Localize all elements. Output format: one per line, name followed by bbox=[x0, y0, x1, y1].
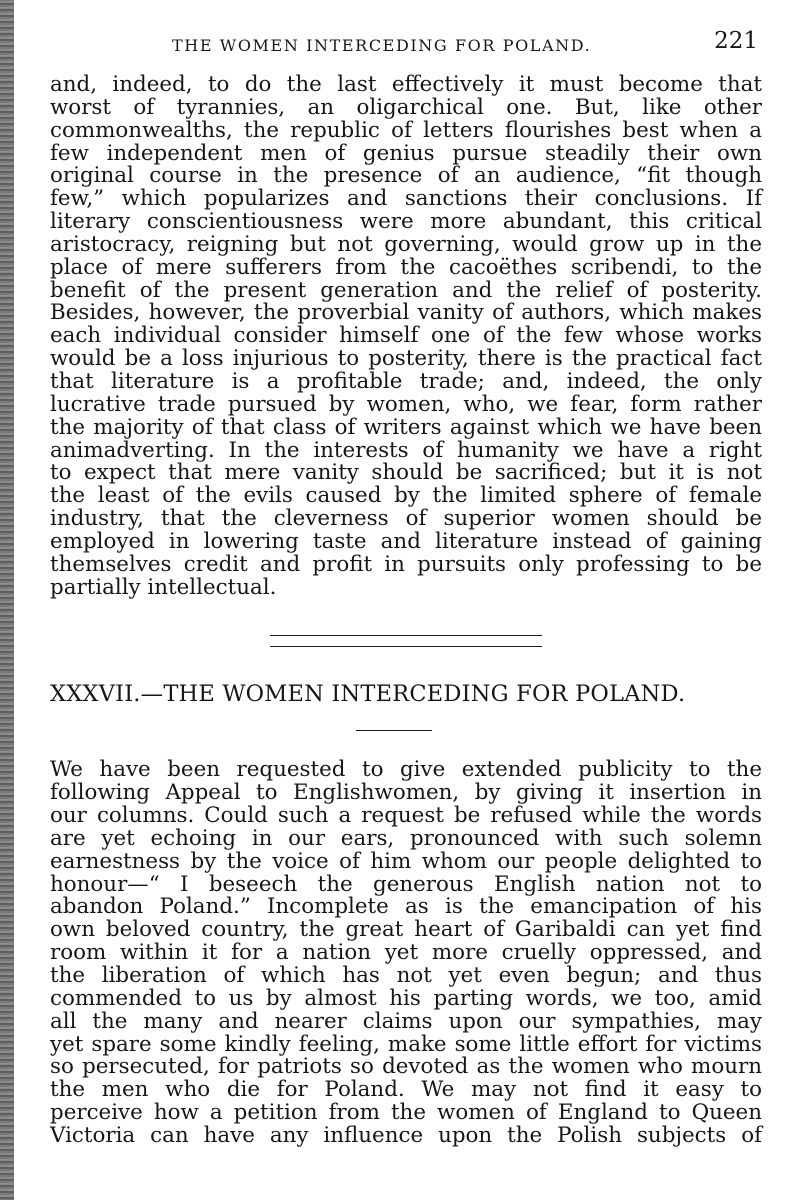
text-line: We have been requested to give extended publicity to the bbox=[50, 757, 762, 783]
text-line: that literature is a profitable trade; and, indeed, the only bbox=[50, 368, 762, 394]
heading-underline-rule bbox=[356, 730, 432, 731]
running-head bbox=[50, 28, 762, 64]
text-line: each individual consider himself one of the few whose works bbox=[50, 323, 762, 349]
text-line: the least of the evils caused by the limited sphere of female bbox=[50, 483, 762, 509]
text-line: yet spare some kindly feeling, make some little effort for victims bbox=[50, 1031, 762, 1057]
text-line: worst of tyrannies, an oligarchical one. But, like other bbox=[50, 94, 762, 120]
section-divider-double-rule bbox=[270, 635, 542, 647]
text-line: few,” which popularizes and sanctions their conclusions. If bbox=[50, 186, 762, 212]
paragraph-appeal bbox=[50, 759, 762, 1147]
text-line: Besides, however, the proverbial vanity of authors, which makes bbox=[50, 300, 762, 326]
text-line: would be a loss injurious to posterity, there is the practical fact bbox=[50, 346, 762, 372]
text-line: honour—“ I beseech the generous English nation not to bbox=[50, 871, 762, 897]
book-page bbox=[50, 28, 762, 1148]
text-line: perceive how a petition from the women of England to Queen bbox=[50, 1100, 762, 1126]
text-line: so persecuted, for patriots so devoted as the women who mourn bbox=[50, 1054, 762, 1080]
page-number: 221 bbox=[714, 28, 758, 54]
text-line: aristocracy, reigning but not governing, would grow up in the bbox=[50, 231, 762, 257]
text-line: Victoria can have any influence upon the Polish subjects of bbox=[50, 1122, 762, 1148]
text-line: commonwealths, the republic of letters flourishes best when a bbox=[50, 117, 762, 143]
text-line: few independent men of genius pursue steadily their own bbox=[50, 140, 762, 166]
text-line: and, indeed, to do the last effectively it must become that bbox=[50, 72, 762, 97]
page-binding-edge bbox=[0, 0, 14, 1200]
text-line: to expect that mere vanity should be sacrificed; but it is not bbox=[50, 460, 762, 486]
running-head-title: THE WOMEN INTERCEDING FOR POLAND. bbox=[172, 36, 592, 55]
text-line: room within it for a nation yet more cruelly oppressed, and bbox=[50, 940, 762, 966]
text-line: the men who die for Poland. We may not find it easy to bbox=[50, 1077, 762, 1103]
text-line: earnestness by the voice of him whom our people delighted to bbox=[50, 848, 762, 874]
text-line: benefit of the present generation and the relief of posterity. bbox=[50, 277, 762, 303]
text-line: all the many and nearer claims upon our sympathies, may bbox=[50, 1008, 762, 1034]
text-line: literary conscientiousness were more abundant, this critical bbox=[50, 209, 762, 235]
text-line: employed in lowering taste and literature instead of gaining bbox=[50, 528, 762, 554]
text-line: are yet echoing in our ears, pronounced with such solemn bbox=[50, 825, 762, 851]
text-line: themselves credit and profit in pursuits only professing to be bbox=[50, 551, 762, 577]
text-line: abandon Poland.” Incomplete as is the emancipation of his bbox=[50, 894, 762, 920]
text-line: partially intellectual. bbox=[50, 574, 277, 600]
text-line: lucrative trade pursued by women, who, we fear, form rather bbox=[50, 391, 762, 417]
text-line: our columns. Could such a request be refused while the words bbox=[50, 803, 762, 829]
section-heading: XXXVII.—THE WOMEN INTERCEDING FOR POLAND. bbox=[50, 681, 686, 708]
text-line: the majority of that class of writers against which we have been bbox=[50, 414, 762, 440]
text-line: animadverting. In the interests of humanity we have a right bbox=[50, 437, 762, 463]
text-line: own beloved country, the great heart of Garibaldi can yet find bbox=[50, 917, 762, 943]
text-line: original course in the presence of an audience, “fit though bbox=[50, 163, 762, 189]
text-line: the liberation of which has not yet even begun; and thus bbox=[50, 963, 762, 988]
text-line: industry, that the cleverness of superior women should be bbox=[50, 506, 762, 532]
text-line: place of mere sufferers from the cacoëthes scribendi, to the bbox=[50, 254, 762, 280]
text-line: following Appeal to Englishwomen, by giving it insertion in bbox=[50, 780, 762, 806]
text-line: commended to us by almost his parting words, we too, amid bbox=[50, 985, 762, 1011]
paragraph-continued bbox=[50, 74, 762, 599]
